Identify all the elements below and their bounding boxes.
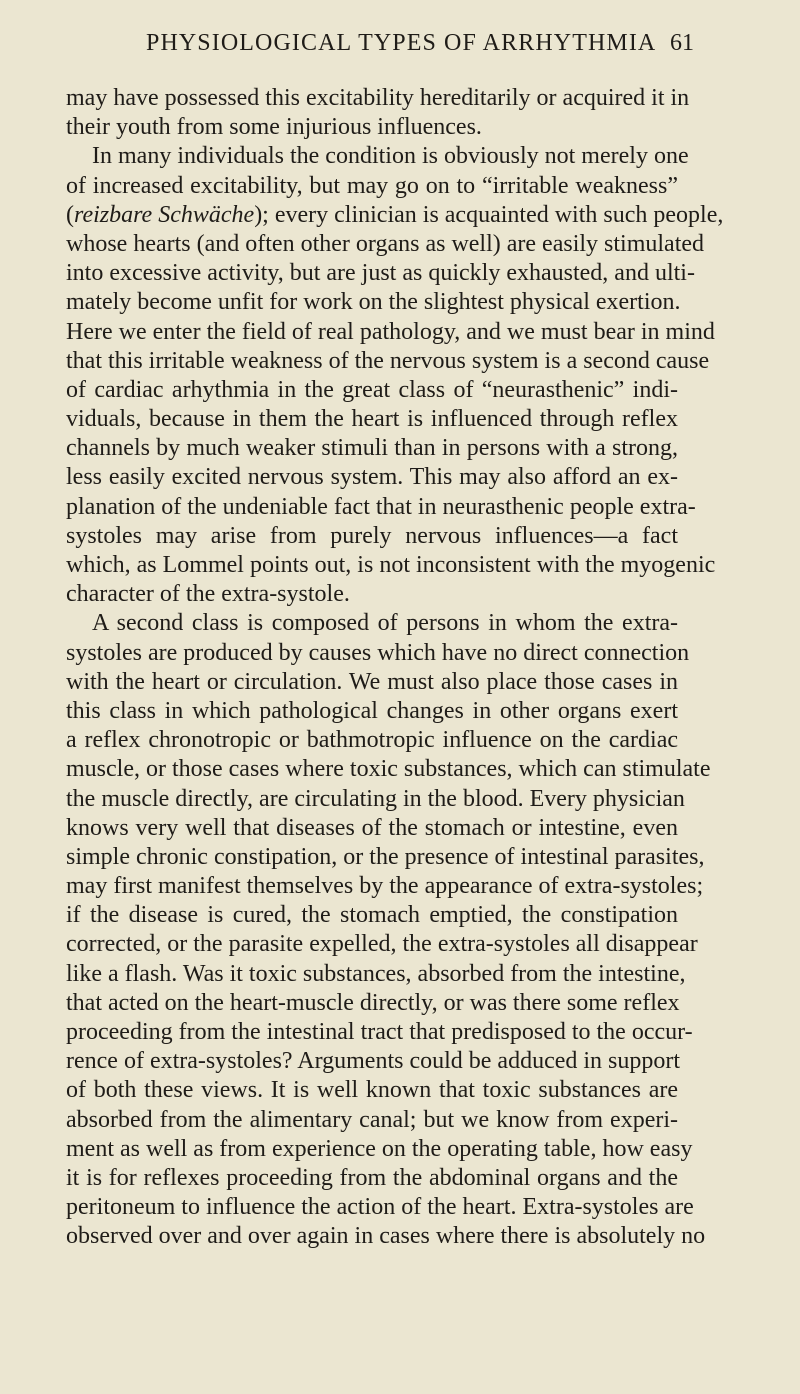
text-line: channels by much weaker stimuli than in persons with a strong, [66, 435, 678, 462]
text-line: their youth from some injurious influences. [66, 114, 482, 141]
text-line: this class in which pathological changes in other organs exert [66, 697, 678, 724]
text-line: rence of extra-systoles? Arguments could be adduced in support [66, 1048, 681, 1075]
text-line: muscle, or those cases where toxic substances, which can stimulate [66, 756, 711, 783]
text-line: planation of the undeniable fact that in neurasthenic people extra- [66, 493, 696, 520]
page-number: 61 [670, 30, 694, 56]
text-line: simple chronic constipation, or the presence of intestinal parasites, [66, 843, 705, 870]
text-line: In many individuals the condition is obviously not merely one [92, 143, 689, 170]
text-line: it is for reflexes proceeding from the abdominal organs and the [66, 1164, 678, 1191]
text-line: Here we enter the field of real pathology, and we must bear in mind [66, 318, 715, 345]
text-line: like a flash. Was it toxic substances, absorbed from the intestine, [66, 960, 686, 987]
text-line: of both these views. It is well known that toxic substances are [66, 1077, 678, 1104]
text-line: corrected, or the parasite expelled, the extra-systoles all disappear [66, 931, 698, 958]
text-line: whose hearts (and often other organs as well) are easily stimulated [66, 230, 705, 257]
text-line: of cardiac arhythmia in the great class of “neurasthenic” indi- [66, 376, 678, 403]
text-line: absorbed from the alimentary canal; but we know from experi- [66, 1106, 678, 1133]
text-line: A second class is composed of persons in whom the extra- [92, 610, 678, 637]
text-line: of increased excitability, but may go on to “irritable weakness” [66, 172, 678, 199]
text-line: mately become unfit for work on the slightest physical exertion. [66, 289, 681, 316]
text-line: the muscle directly, are circulating in the blood. Every physician [66, 785, 685, 812]
text-line: which, as Lommel points out, is not inconsistent with the myogenic [66, 552, 716, 578]
text-line: viduals, because in them the heart is influenced through reflex [66, 406, 678, 433]
text-line: systoles may arise from purely nervous influences—a fact [66, 522, 678, 549]
text-line: with the heart or circulation. We must also place those cases in [66, 668, 678, 695]
text-line: that acted on the heart-muscle directly, or was there some reflex [66, 989, 680, 1016]
text-line: may have possessed this excitability hereditarily or acquired it in [66, 85, 690, 111]
text-line: character of the extra-systole. [66, 581, 350, 608]
text-line: less easily excited nervous system. This may also afford an ex- [66, 464, 678, 491]
body-text [66, 84, 724, 1252]
text-line: may first manifest themselves by the appearance of extra-systoles; [66, 873, 704, 900]
page-header [0, 30, 800, 66]
text-line: ment as well as from experience on the operating table, how easy [66, 1135, 693, 1162]
italic-phrase: reizbare Schwäche [74, 201, 255, 228]
text-line: into excessive activity, but are just as quickly exhausted, and ulti- [66, 260, 695, 287]
text-line: a reflex chronotropic or bathmotropic influence on the cardiac [66, 727, 678, 754]
text-line-with-italic: (reizbare Schwäche); every clinician is acquainted with such people, [66, 201, 724, 228]
running-head: PHYSIOLOGICAL TYPES OF ARRHYTHMIA [146, 30, 657, 56]
text-line: proceeding from the intestinal tract that predisposed to the occur- [66, 1019, 693, 1045]
text-line: if the disease is cured, the stomach emptied, the constipation [66, 902, 678, 929]
text-line: knows very well that diseases of the stomach or intestine, even [66, 814, 678, 841]
text-line: that this irritable weakness of the nervous system is a second cause [66, 347, 710, 374]
text-line: observed over and over again in cases where there is absolutely no [66, 1223, 706, 1250]
text-line: systoles are produced by causes which have no direct connection [66, 639, 690, 666]
text-line: peritoneum to influence the action of the heart. Extra-systoles are [66, 1194, 694, 1221]
